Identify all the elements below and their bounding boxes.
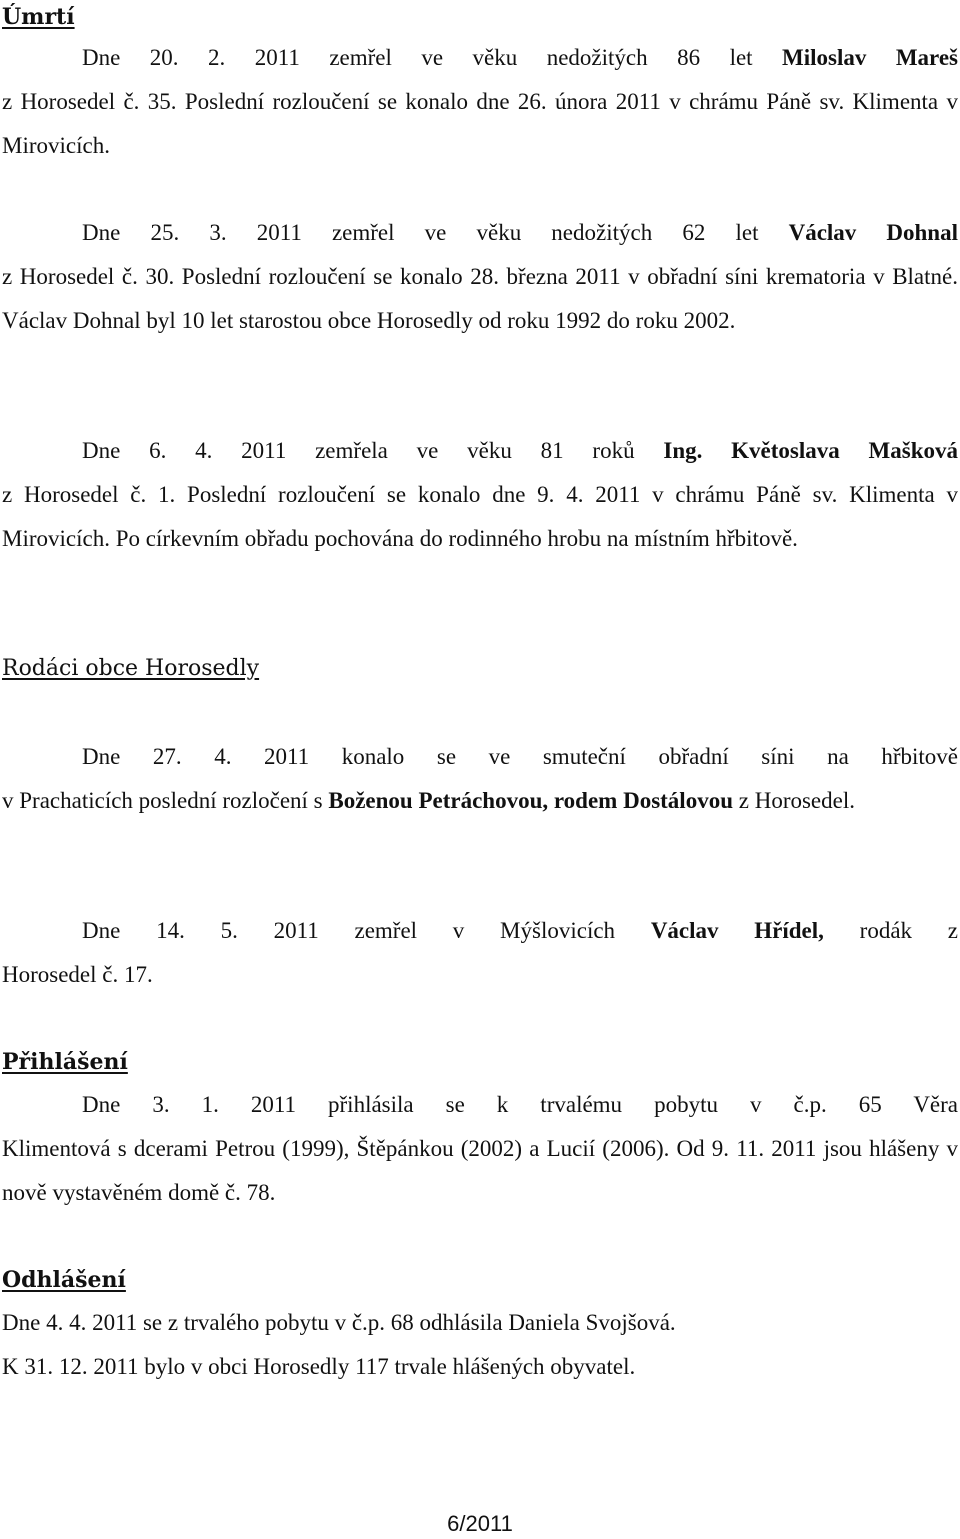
section-heading-rodaci: Rodáci obce Horosedly [2,656,260,681]
section-heading-odhlaseni: Odhlášení [2,1267,126,1293]
section-heading-prihlaseni: Přihlášení [2,1049,128,1075]
obituary-maskova [2,429,958,561]
native-text: rodák z [823,918,958,943]
native-text: Horosedel č. 17. [2,962,153,987]
registration-entry [2,1083,958,1215]
native-text: Dne 27. 4. 2011 konalo se ve smuteční obřadní síni na hřbitově [82,744,958,769]
native-petrachova [2,735,958,823]
person-name: Ing. Květoslava Mašková [663,438,958,463]
obituary-text: z Horosedel č. 35. Poslední rozloučení se konalo dne 26. února 2011 v chrámu Páně sv. Klimenta v Mirovicích. [2,89,958,158]
obituary-dohnal [2,211,958,343]
obituary-text: Dne 25. 3. 2011 zemřel ve věku nedožitých 62 let [82,220,789,245]
obituary-text: Dne 6. 4. 2011 zemřela ve věku 81 roků [82,438,664,463]
native-text: v Prachaticích poslední rozločení s [2,788,329,813]
obituary-text: Dne 20. 2. 2011 zemřel ve věku nedožitých 86 let [82,45,783,70]
native-text: Dne 14. 5. 2011 zemřel v Mýšlovicích [82,918,651,943]
registration-text: Klimentová s dcerami Petrou (1999), Štěpánkou (2002) a Lucií (2006). Od 9. 11. 2011 jsou hlášeny v nově vystavěném domě č. 78. [2,1136,958,1205]
person-name: Boženou Petráchovou, rodem Dostálovou [328,788,733,813]
obituary-mares [2,36,958,168]
obituary-text: z Horosedel č. 30. Poslední rozloučení se konalo 28. března 2011 v obřadní síni krematoria v Blatné. Václav Dohnal byl 10 let starostou obce Horosedly od roku 1992 do roku 2002. [2,264,958,333]
native-hridel [2,909,958,997]
registration-text: Dne 3. 1. 2011 přihlásila se k trvalému pobytu v č.p. 65 Věra [82,1092,958,1117]
person-name: Miloslav Mareš [782,45,958,70]
person-name: Václav Hřídel, [650,918,824,943]
deregistration-text: Dne 4. 4. 2011 se z trvalého pobytu v č.p. 68 odhlásila Daniela Svojšová. [2,1310,676,1335]
page-number: 6/2011 [447,1511,513,1536]
person-name: Václav Dohnal [788,220,958,245]
population-count-text: K 31. 12. 2011 bylo v obci Horosedly 117 trvale hlášených obyvatel. [2,1354,636,1379]
section-heading-umrti: Úmrtí [2,4,75,30]
native-text: z Horosedel. [733,788,855,813]
obituary-text: z Horosedel č. 1. Poslední rozloučení se konalo dne 9. 4. 2011 v chrámu Páně sv. Klimenta v Mirovicích. Po církevním obřadu pochována do rodinného hrobu na místním hřbitově. [2,482,958,551]
